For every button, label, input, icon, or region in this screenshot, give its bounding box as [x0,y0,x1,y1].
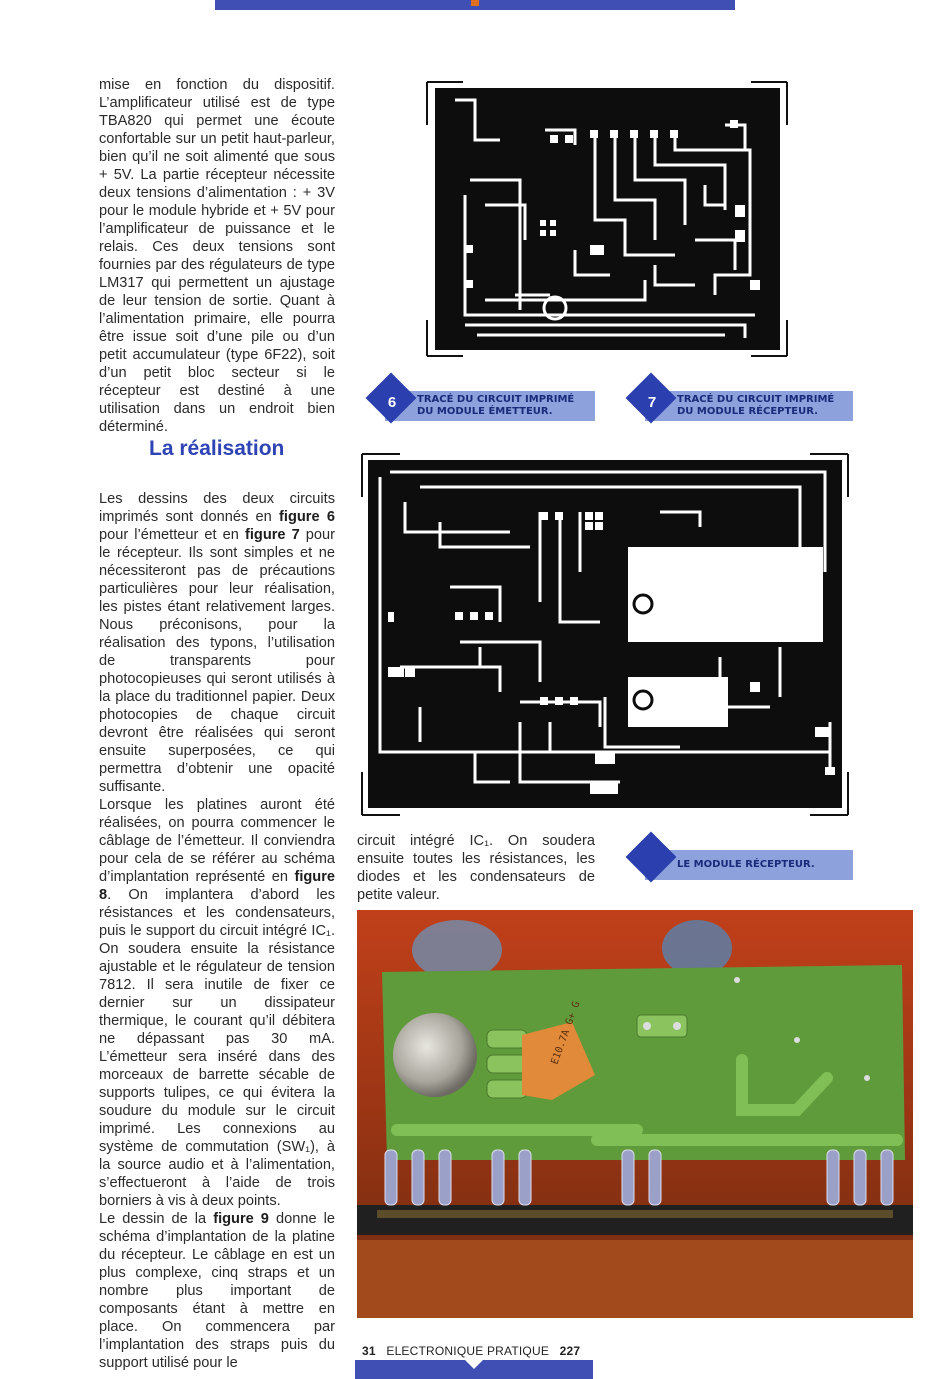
section-title: La réalisation [149,437,285,460]
caption-photo-text: LE MODULE RÉCEPTEUR. [677,859,815,870]
top-color-bar [215,0,735,10]
magazine-name: ELECTRONIQUE PRATIQUE [386,1344,550,1358]
caption-7-line2: DU MODULE RÉCEPTEUR. [677,406,818,417]
photo-lower-board [357,1240,913,1318]
p2-text-a: Lorsque les platines auront été réalisées, on pourra commencer le câblage de l’émetteur. Il conviendra pour cela de se référer au schéma d’implantation représenté en [99,797,335,885]
figure-7-ref: figure 7 [244,527,300,543]
p3-text-b: donne le schéma d’implantation de la platine du récepteur. Le câblage en est un plus complexe, cinq straps et un nombre plus important de composants étant à mettre en place. On commencera par l’implantation des straps puis du support utilisé pour le [99,1211,335,1371]
paragraph-intro: mise en fonction du dispositif. L’amplificateur utilisé est de type TBA820 qui permet une écoute confortable sur un petit haut-parleur, bien qu’il ne soit alimenté que sous + 5V. La partie récepteur nécessite deux tensions d’alimentation : + 3V pour le module hybride et + 5V pour l’amplificateur de puissance et le relais. Ces deux tensions sont fournies par des régulateurs de type LM317 qui permettent un ajustage de leur tension de sortie. Quant à l’alimentation primaire, elle pourra être issue soit d’une pile ou d’un petit accumulateur (type 6F22), soit d’un petit bloc secteur si le récepteur est destiné à une utilisation dans un endroit bien déterminé. [99,77,335,435]
page-number: 31 [362,1344,376,1358]
caption-7-line1: TRACÉ DU CIRCUIT IMPRIMÉ [677,394,835,405]
caption-photo [645,850,853,880]
paragraph-mid: circuit intégré IC₁. On soudera ensuite toutes les résistances, les diodes et les condensateurs de petite valeur. [357,833,595,903]
top-bar-notch [471,0,479,6]
caption-6-line1: TRACÉ DU CIRCUIT IMPRIMÉ [417,394,575,405]
caption-6-number: 6 [387,394,397,411]
p1-text-b: pour l’émetteur et en [99,527,245,543]
figure-9-ref: figure 9 [213,1211,269,1227]
p1-text-a: Les dessins des deux circuits imprimés sont donnés en [99,491,335,525]
receiver-module-photo [357,910,913,1318]
caption-6-line2: DU MODULE ÉMETTEUR. [417,406,553,417]
caption-photo-diamond [626,832,677,883]
metal-can-component [393,1013,477,1097]
pin-header-strip [357,1205,913,1235]
figure-8-ref: figure 8 [99,869,335,903]
paragraph-3 [99,1210,335,1372]
issue-number: 227 [559,1344,581,1358]
receiver-module-photo-art [357,910,913,1318]
text-column-mid [357,832,595,904]
page-footer [362,1344,580,1358]
p2-text-b: . On implantera d’abord les résistances et les condensateurs, puis le support du circuit intégré IC₁. On soudera ensuite la résistance ajustable et le régulateur de tension 7812. Il sera inutile de fixer ce dernier sur un dissipateur thermique, le courant qu’il débitera ne dépassant pas 30 mA. L’émetteur sera inséré dans des morceaux de barrette sécable de supports tulipes, ce qui évitera la soudure du module sur le circuit imprimé. Les connexions au système de commutation (SW₁), à la source audio et à l’alimentation, s’effectueront à l’aide de trois borniers à vis à deux points. [99,887,335,1209]
p1-text-c: pour le récepteur. Ils sont simples et ne nécessiteront pas de précautions particulières pour leur réalisation, les pistes étant relativement larges. Nous préconisons, pour la réalisation des typons, l’utilisation de transparents pour photocopieuses qui seront utilisés à la place du traditionnel papier. Deux photocopies de chaque circuit devront être réalisées qui seront ensuite superposées, ce qui permettra d’obtenir une opacité suffisante. [99,527,335,795]
caption-6-text [417,394,574,418]
caption-figure-6 [385,391,595,421]
pcb-copper-free-area [628,547,823,642]
bottom-bar-notch [465,1360,483,1369]
caption-figure-7 [645,391,853,421]
text-column-left [99,490,335,1372]
figure-6-ref: figure 6 [279,509,335,525]
caption-7-text [677,394,834,418]
p3-text-a: Le dessin de la [99,1211,214,1227]
caption-7-number: 7 [647,394,657,411]
pcb-emitter-figure [425,80,789,358]
paragraph-1 [99,490,335,796]
text-column-top [99,76,335,436]
bottom-color-bar [355,1360,593,1379]
paragraph-2 [99,796,335,1210]
chip-label: E10.7A G+ G [549,1000,583,1067]
pcb-receiver-figure [360,452,850,817]
